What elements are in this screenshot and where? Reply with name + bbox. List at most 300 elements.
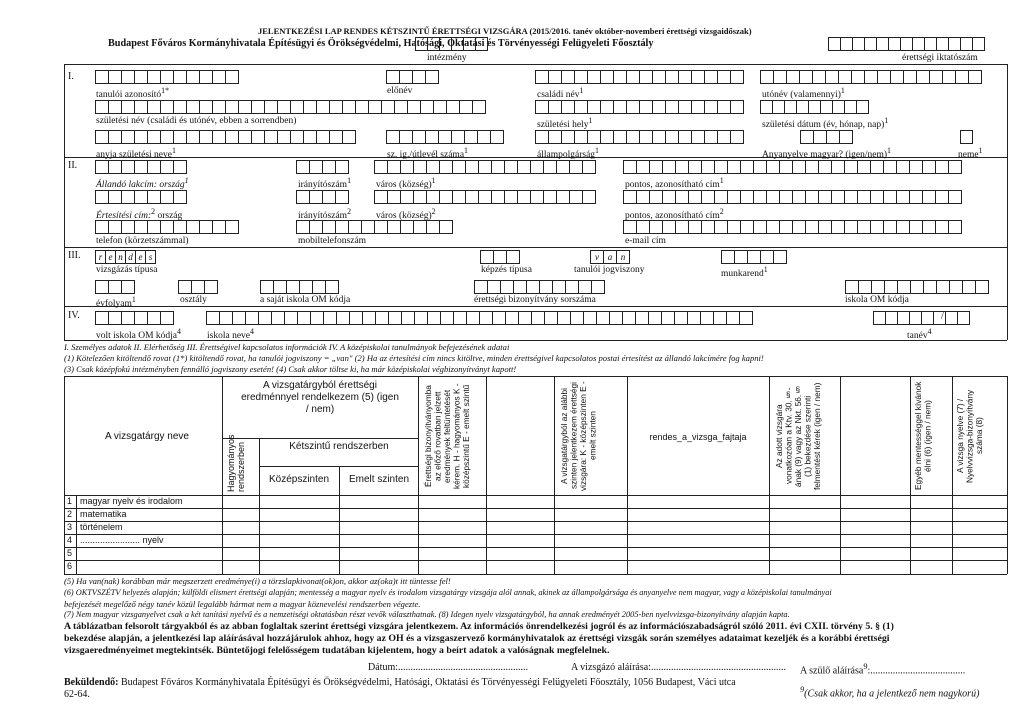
char-box[interactable] [701,220,715,234]
char-box[interactable] [121,190,135,204]
char-box[interactable] [955,70,969,84]
own-om-boxes[interactable] [260,280,338,294]
char-box[interactable] [206,311,220,325]
char-box[interactable] [649,220,663,234]
char-box[interactable] [818,160,832,174]
birth-name-boxes[interactable] [95,100,485,114]
char-box[interactable] [883,220,897,234]
char-box[interactable] [909,190,923,204]
char-box[interactable] [386,130,400,144]
notif-country-boxes[interactable] [95,190,186,204]
char-box[interactable] [831,220,845,234]
char-box[interactable] [258,311,272,325]
char-box[interactable] [935,160,949,174]
char-box[interactable] [578,280,592,294]
char-box[interactable] [147,220,161,234]
char-box[interactable] [957,311,970,325]
char-box[interactable] [948,160,962,174]
char-box[interactable] [290,130,304,144]
char-box[interactable] [636,190,650,204]
passport-boxes[interactable] [386,130,503,144]
char-box[interactable] [451,130,465,144]
cert-boxes[interactable] [474,280,604,294]
char-box[interactable]: s [145,250,156,264]
char-box[interactable] [413,190,427,204]
char-box[interactable] [225,70,239,84]
char-box[interactable] [649,190,663,204]
char-box[interactable] [884,280,898,294]
char-box[interactable] [609,311,623,325]
year-boxes[interactable] [95,280,134,294]
char-box[interactable] [394,100,408,114]
char-box[interactable] [325,280,339,294]
char-box[interactable] [747,250,761,264]
char-box[interactable] [95,280,109,294]
char-box[interactable] [727,160,741,174]
char-box[interactable] [730,70,744,84]
char-box[interactable] [245,311,259,325]
char-box[interactable] [316,100,330,114]
char-box[interactable] [639,100,653,114]
char-box[interactable] [349,311,363,325]
char-box[interactable] [173,130,187,144]
char-box[interactable] [557,311,571,325]
char-box[interactable] [753,190,767,204]
char-box[interactable] [147,70,161,84]
char-box[interactable] [271,311,285,325]
char-box[interactable] [518,311,532,325]
char-box[interactable] [739,311,753,325]
char-box[interactable] [691,100,705,114]
char-box[interactable] [972,37,985,51]
candidate-signature[interactable]: A vizsgázó aláírása:...................................................... [571,662,786,673]
char-box[interactable] [348,220,362,234]
char-box[interactable] [596,311,610,325]
char-box[interactable] [309,160,323,174]
char-box[interactable] [251,130,265,144]
char-box[interactable] [121,100,135,114]
char-box[interactable] [665,100,679,114]
char-box[interactable] [186,130,200,144]
registry-boxes[interactable] [828,37,984,51]
char-box[interactable] [374,160,388,174]
char-box[interactable] [600,70,614,84]
char-box[interactable] [948,190,962,204]
exam-type-boxes[interactable] [95,250,155,264]
char-box[interactable] [766,220,780,234]
institution-boxes[interactable] [415,37,487,51]
char-box[interactable] [160,160,174,174]
char-box[interactable] [936,280,950,294]
char-box[interactable] [539,280,553,294]
char-box[interactable] [459,100,473,114]
char-box[interactable] [212,130,226,144]
mobile-boxes[interactable] [296,220,452,234]
char-box[interactable] [582,190,596,204]
char-box[interactable] [387,160,401,174]
char-box[interactable] [622,311,636,325]
char-box[interactable] [753,220,767,234]
char-box[interactable] [838,70,852,84]
char-box[interactable] [570,311,584,325]
char-box[interactable] [121,70,135,84]
char-box[interactable] [727,190,741,204]
char-box[interactable] [662,190,676,204]
char-box[interactable] [491,160,505,174]
char-box[interactable] [95,311,109,325]
school-name-boxes[interactable] [206,311,752,325]
char-box[interactable] [623,190,637,204]
char-box[interactable] [95,190,109,204]
char-box[interactable] [543,160,557,174]
char-box[interactable] [786,70,800,84]
char-box[interactable] [587,70,601,84]
char-box[interactable] [935,190,949,204]
char-box[interactable] [574,130,588,144]
char-box[interactable] [212,70,226,84]
char-box[interactable] [186,220,200,234]
char-box[interactable] [561,100,575,114]
char-box[interactable] [717,130,731,144]
char-box[interactable] [543,190,557,204]
char-box[interactable] [813,130,827,144]
char-box[interactable] [870,190,884,204]
char-box[interactable] [561,70,575,84]
char-box[interactable] [368,100,382,114]
char-box[interactable] [531,311,545,325]
char-box[interactable]: r [95,250,106,264]
char-box[interactable] [569,190,583,204]
char-box[interactable] [800,130,814,144]
char-box[interactable] [238,130,252,144]
char-box[interactable] [556,160,570,174]
prefix-boxes[interactable] [386,70,438,84]
char-box[interactable] [465,190,479,204]
char-box[interactable] [923,280,937,294]
char-box[interactable] [851,70,865,84]
char-box[interactable] [569,160,583,174]
char-box[interactable] [792,220,806,234]
char-box[interactable] [160,190,174,204]
char-box[interactable] [909,160,923,174]
char-box[interactable] [639,130,653,144]
char-box[interactable] [303,130,317,144]
char-box[interactable] [883,190,897,204]
char-box[interactable] [290,100,304,114]
class-boxes[interactable] [178,280,217,294]
char-box[interactable] [399,130,413,144]
char-box[interactable] [648,311,662,325]
char-box[interactable] [95,100,109,114]
char-box[interactable] [613,130,627,144]
char-box[interactable] [225,100,239,114]
status-boxes[interactable] [590,250,629,264]
char-box[interactable] [922,160,936,174]
char-box[interactable] [626,70,640,84]
char-box[interactable] [818,190,832,204]
char-box[interactable] [95,220,109,234]
char-box[interactable] [355,100,369,114]
char-box[interactable] [413,160,427,174]
char-box[interactable] [199,70,213,84]
char-box[interactable] [374,190,388,204]
char-box[interactable] [792,190,806,204]
char-box[interactable] [440,311,454,325]
schedule-boxes[interactable] [721,250,786,264]
char-box[interactable] [323,311,337,325]
char-box[interactable] [433,100,447,114]
char-box[interactable] [336,311,350,325]
char-box[interactable] [479,311,493,325]
char-box[interactable]: e [135,250,146,264]
char-box[interactable] [691,70,705,84]
char-box[interactable] [968,70,982,84]
char-box[interactable] [453,311,467,325]
char-box[interactable] [910,280,924,294]
char-box[interactable] [225,130,239,144]
char-box[interactable] [134,70,148,84]
char-box[interactable] [844,220,858,234]
char-box[interactable] [896,220,910,234]
char-box[interactable] [420,100,434,114]
char-box[interactable] [740,190,754,204]
char-box[interactable] [799,70,813,84]
char-box[interactable] [95,130,109,144]
char-box[interactable] [173,160,187,174]
char-box[interactable] [464,130,478,144]
char-box[interactable] [688,220,702,234]
prev-year-boxes[interactable] [873,311,969,325]
char-box[interactable] [134,160,148,174]
char-box[interactable] [277,100,291,114]
char-box[interactable] [492,311,506,325]
char-box[interactable] [544,311,558,325]
char-box[interactable] [871,280,885,294]
char-box[interactable] [160,100,174,114]
char-box[interactable] [691,130,705,144]
char-box[interactable] [701,160,715,174]
char-box[interactable]: v [590,250,604,264]
char-box[interactable] [975,280,989,294]
char-box[interactable] [493,250,507,264]
char-box[interactable] [960,130,973,144]
char-box[interactable] [844,160,858,174]
birth-place-boxes[interactable] [535,100,743,114]
char-box[interactable] [121,130,135,144]
char-box[interactable] [335,190,349,204]
char-box[interactable]: n [616,250,630,264]
char-box[interactable] [613,70,627,84]
parent-signature[interactable]: A szülő aláírása$^9$:...................................... [800,662,966,677]
char-box[interactable] [322,190,336,204]
char-box[interactable] [626,130,640,144]
char-box[interactable] [561,130,575,144]
char-box[interactable] [812,70,826,84]
char-box[interactable] [310,311,324,325]
char-box[interactable] [730,130,744,144]
char-box[interactable] [548,70,562,84]
char-box[interactable] [639,70,653,84]
char-box[interactable] [530,190,544,204]
char-box[interactable] [675,190,689,204]
char-box[interactable] [556,190,570,204]
char-box[interactable] [883,160,897,174]
char-box[interactable] [717,70,731,84]
notif-address-boxes[interactable] [623,190,961,204]
char-box[interactable] [857,190,871,204]
native-hu-boxes[interactable] [800,130,852,144]
char-box[interactable] [818,220,832,234]
char-box[interactable] [439,160,453,174]
char-box[interactable] [857,220,871,234]
char-box[interactable] [399,70,413,84]
char-box[interactable] [342,100,356,114]
char-box[interactable] [662,160,676,174]
char-box[interactable] [636,160,650,174]
char-box[interactable] [717,100,731,114]
char-box[interactable] [766,190,780,204]
char-box[interactable] [147,130,161,144]
char-box[interactable]: n [115,250,126,264]
char-box[interactable] [322,220,336,234]
char-box[interactable] [535,100,549,114]
char-box[interactable] [552,280,566,294]
char-box[interactable] [303,100,317,114]
char-box[interactable] [400,190,414,204]
char-box[interactable] [474,280,488,294]
char-box[interactable] [386,70,400,84]
char-box[interactable] [635,311,649,325]
char-box[interactable] [134,130,148,144]
char-box[interactable] [922,190,936,204]
char-box[interactable] [535,70,549,84]
char-box[interactable] [526,280,540,294]
char-box[interactable] [487,280,501,294]
char-box[interactable] [591,280,605,294]
char-box[interactable] [760,250,774,264]
char-box[interactable] [513,280,527,294]
char-box[interactable] [329,100,343,114]
char-box[interactable] [296,160,310,174]
char-box[interactable] [212,100,226,114]
char-box[interactable] [264,130,278,144]
char-box[interactable] [766,160,780,174]
char-box[interactable] [400,160,414,174]
char-box[interactable] [477,130,491,144]
char-box[interactable] [687,311,701,325]
char-box[interactable] [805,160,819,174]
char-box[interactable] [773,250,787,264]
char-box[interactable] [535,130,549,144]
char-box[interactable] [147,190,161,204]
char-box[interactable] [583,311,597,325]
char-box[interactable] [574,70,588,84]
char-box[interactable]: d [125,250,136,264]
char-box[interactable] [613,100,627,114]
char-box[interactable] [95,70,109,84]
char-box[interactable] [845,280,859,294]
char-box[interactable] [219,311,233,325]
char-box[interactable] [232,311,246,325]
char-box[interactable] [826,130,840,144]
char-box[interactable] [134,220,148,234]
char-box[interactable] [439,220,453,234]
char-box[interactable] [548,130,562,144]
char-box[interactable] [839,130,853,144]
char-box[interactable] [856,100,869,114]
char-box[interactable] [740,160,754,174]
char-box[interactable] [805,190,819,204]
char-box[interactable] [251,100,265,114]
char-box[interactable] [831,160,845,174]
char-box[interactable] [426,190,440,204]
char-box[interactable] [929,70,943,84]
char-box[interactable] [734,250,748,264]
char-box[interactable] [649,160,663,174]
char-box[interactable] [897,280,911,294]
char-box[interactable] [896,160,910,174]
char-box[interactable] [427,311,441,325]
char-box[interactable] [466,311,480,325]
char-box[interactable] [877,70,891,84]
char-box[interactable] [916,70,930,84]
char-box[interactable] [108,220,122,234]
char-box[interactable] [238,100,252,114]
char-box[interactable] [225,220,239,234]
perm-country-boxes[interactable] [95,160,186,174]
char-box[interactable] [779,190,793,204]
given-name-boxes[interactable] [760,70,981,84]
char-box[interactable] [407,100,421,114]
char-box[interactable] [480,250,494,264]
prev-om-boxes[interactable] [95,311,173,325]
char-box[interactable] [903,70,917,84]
char-box[interactable] [413,220,427,234]
char-box[interactable] [387,190,401,204]
char-box[interactable] [661,311,675,325]
char-box[interactable] [108,190,122,204]
char-box[interactable] [412,130,426,144]
char-box[interactable] [173,220,187,234]
char-box[interactable] [446,100,460,114]
char-box[interactable] [134,190,148,204]
date-field[interactable]: Dátum:.................................................... [368,662,528,673]
char-box[interactable] [452,160,466,174]
char-box[interactable] [704,100,718,114]
char-box[interactable] [121,220,135,234]
char-box[interactable] [264,100,278,114]
char-box[interactable] [316,130,330,144]
char-box[interactable]: a [603,250,617,264]
char-box[interactable] [506,250,520,264]
char-box[interactable] [773,70,787,84]
char-box[interactable] [701,190,715,204]
char-box[interactable] [857,160,871,174]
char-box[interactable] [361,220,375,234]
char-box[interactable] [714,160,728,174]
char-box[interactable] [896,190,910,204]
char-box[interactable] [284,311,298,325]
char-box[interactable] [870,160,884,174]
char-box[interactable] [948,220,962,234]
char-box[interactable] [740,220,754,234]
char-box[interactable] [674,311,688,325]
char-box[interactable] [400,220,414,234]
char-box[interactable] [675,160,689,174]
char-box[interactable] [727,220,741,234]
char-box[interactable] [825,70,839,84]
char-box[interactable] [574,100,588,114]
